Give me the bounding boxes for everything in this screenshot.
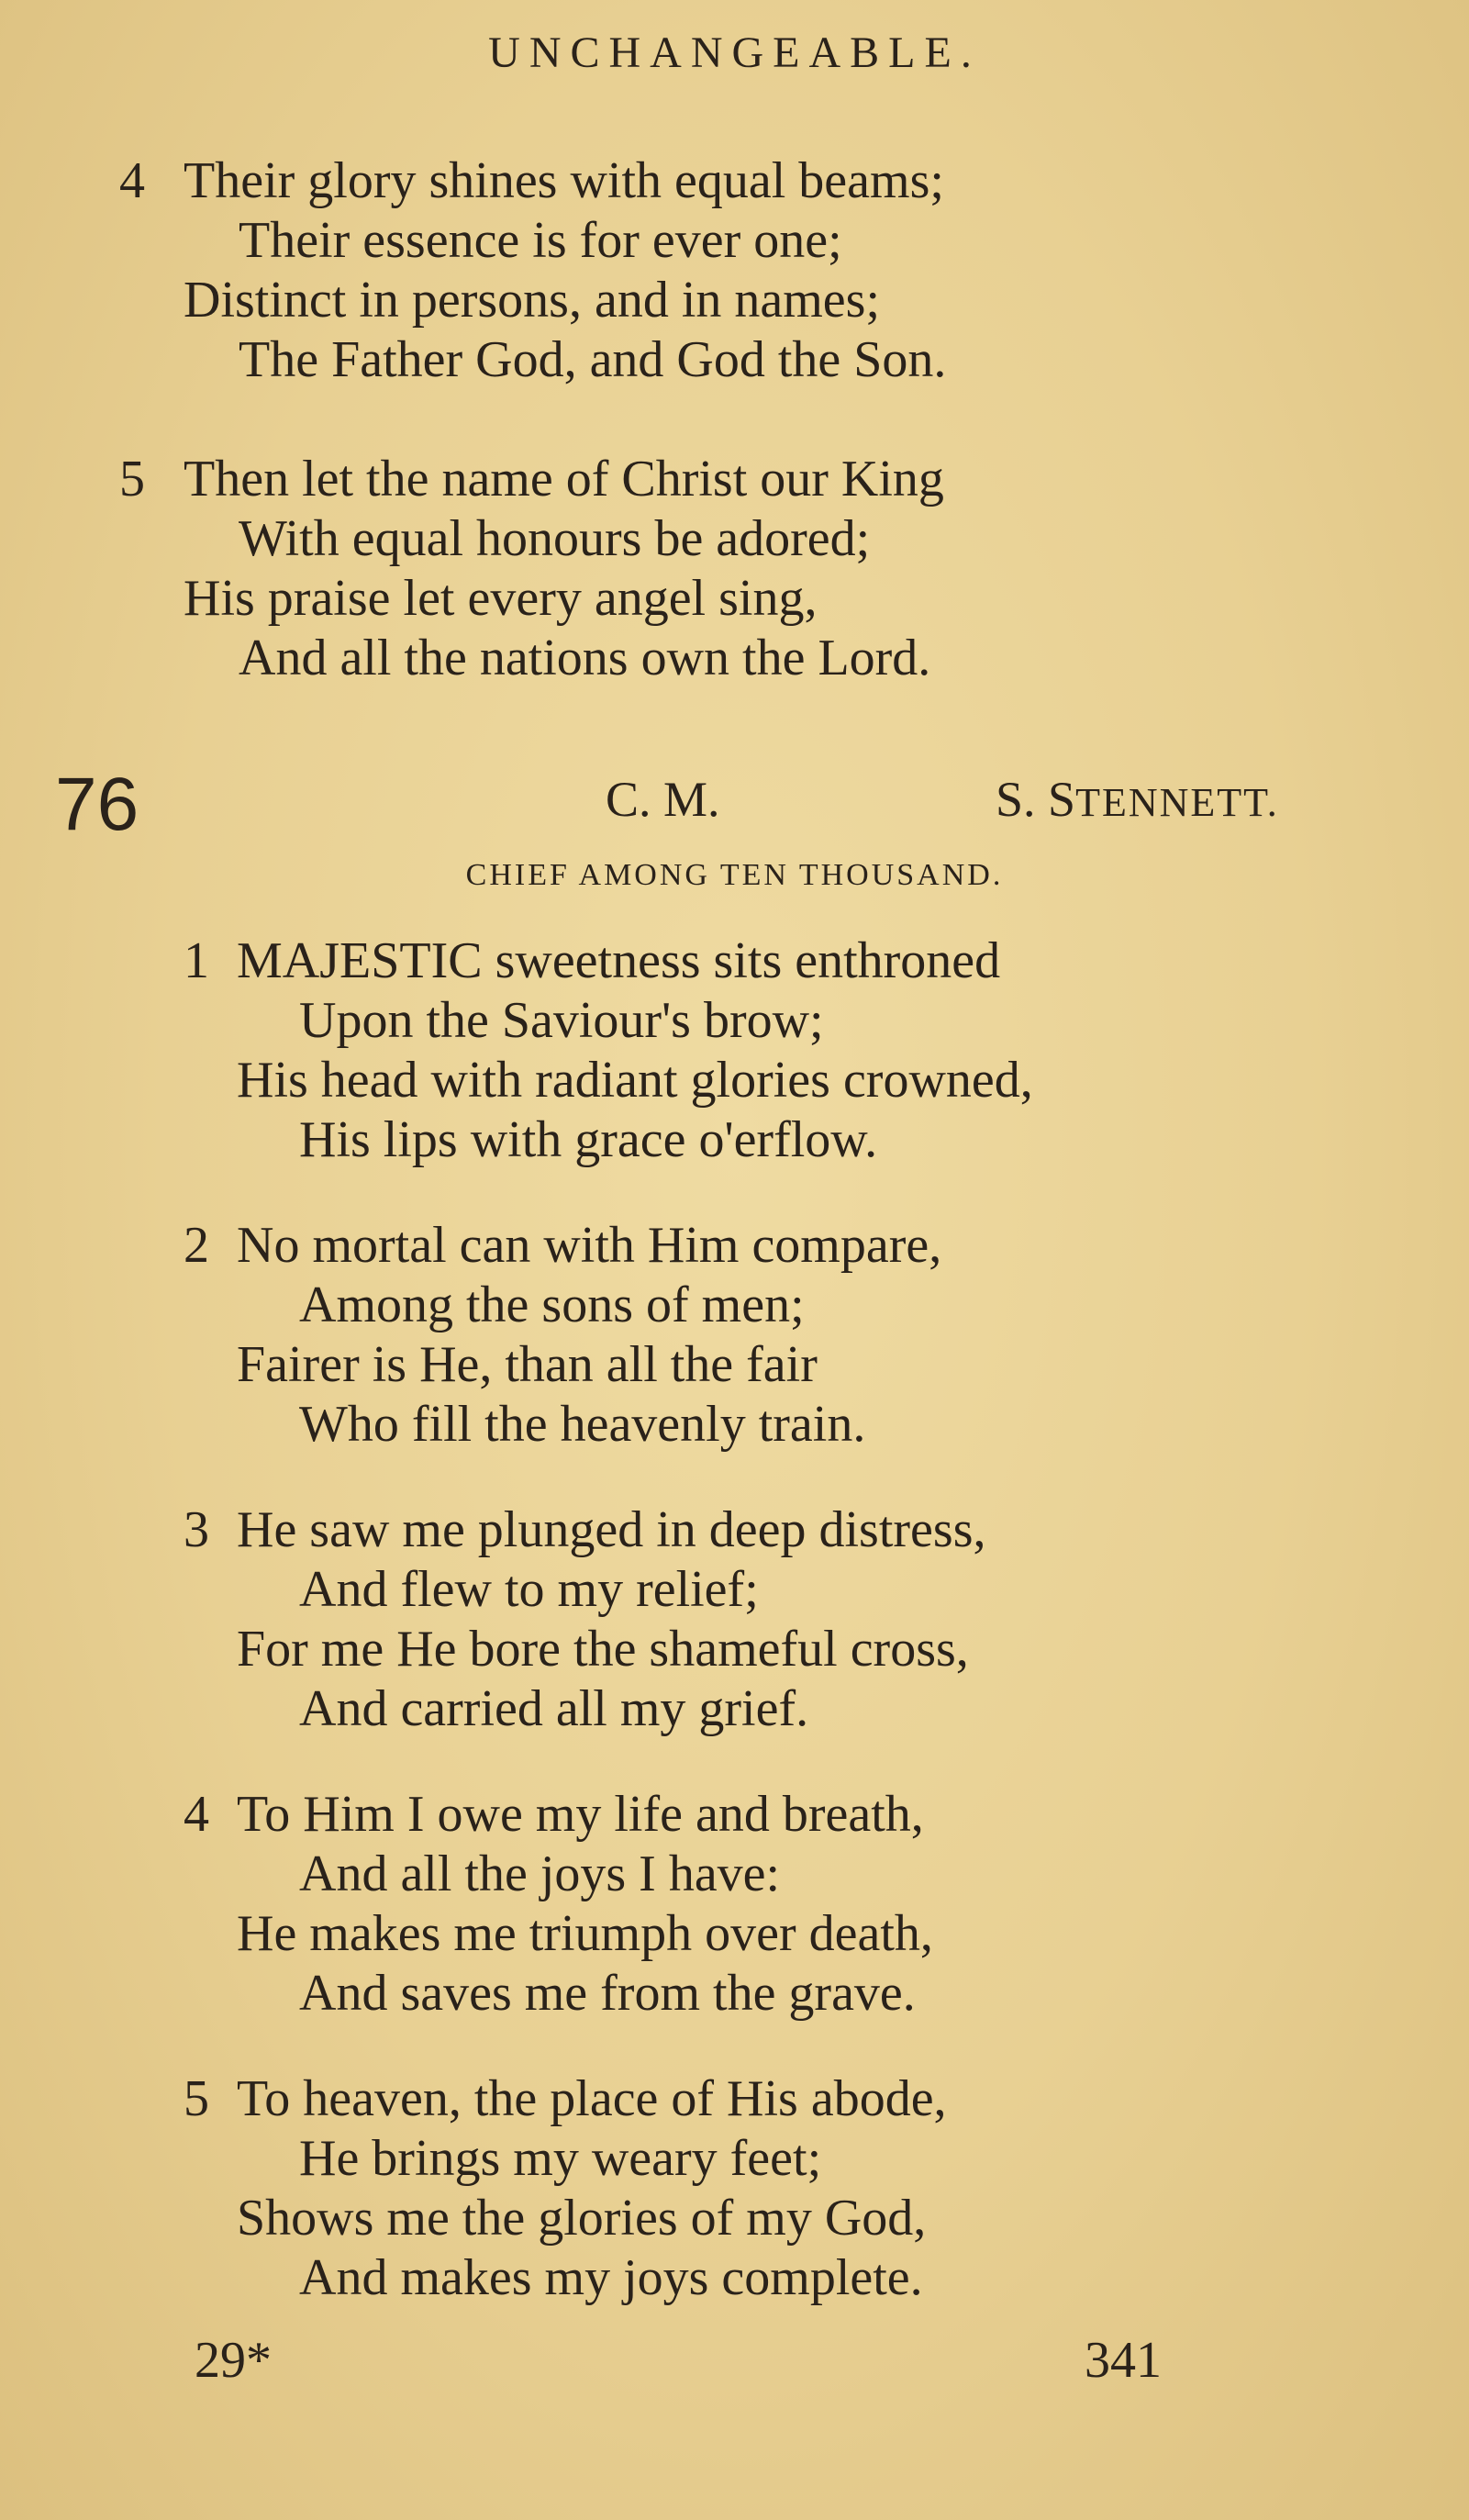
verse-line: And all the nations own the Lord. <box>239 630 931 686</box>
verse-line: With equal honours be adored; <box>239 510 871 567</box>
verse-number: 2 <box>184 1217 209 1274</box>
verse-line: Distinct in persons, and in names; <box>184 272 881 329</box>
verse-line: And saves me from the grave. <box>299 1965 916 2022</box>
verse-line: And makes my joys complete. <box>299 2249 923 2306</box>
verse-line: Among the sons of men; <box>299 1277 805 1333</box>
verse-number: 5 <box>184 2070 209 2127</box>
verse-line: To heaven, the place of His abode, <box>237 2070 947 2127</box>
hymn-subtitle: CHIEF AMONG TEN THOUSAND. <box>465 858 1004 892</box>
verse-line: Then let the name of Christ our King <box>184 451 944 507</box>
verse-number: 4 <box>119 152 145 209</box>
verse-line: He brings my weary feet; <box>299 2130 822 2187</box>
author-surname: TENNETT. <box>1075 780 1279 825</box>
verse-line: For me He bore the shameful cross, <box>237 1621 969 1678</box>
verse-line: He saw me plunged in deep distress, <box>237 1501 986 1558</box>
verse-line: And all the joys I have: <box>299 1845 781 1902</box>
author-initial: S. S <box>996 772 1076 827</box>
verse-line: Upon the Saviour's brow; <box>299 992 824 1049</box>
verse-line: No mortal can with Him compare, <box>237 1217 942 1274</box>
verse-line: Who fill the heavenly train. <box>299 1396 866 1453</box>
verse-line: Fairer is He, than all the fair <box>237 1336 818 1393</box>
verse-number: 5 <box>119 451 145 507</box>
verse-line: And carried all my grief. <box>299 1680 809 1737</box>
hymn-number: 76 <box>55 763 139 846</box>
verse-line: The Father God, and God the Son. <box>239 331 947 388</box>
verse-line: His head with radiant glories crowned, <box>237 1052 1033 1109</box>
verse-line: Their essence is for ever one; <box>239 212 842 269</box>
verse-number: 1 <box>184 932 209 989</box>
signature-mark: 29* <box>195 2332 272 2389</box>
verse-line: And flew to my relief; <box>299 1561 759 1618</box>
verse-line: Shows me the glories of my God, <box>237 2190 927 2247</box>
verse-line: His lips with grace o'erflow. <box>299 1111 878 1168</box>
page-number: 341 <box>1085 2332 1162 2389</box>
verse-number: 3 <box>184 1501 209 1558</box>
hymn-meter: C. M. <box>606 772 720 827</box>
verse-line: His praise let every angel sing, <box>184 570 818 627</box>
verse-line: To Him I owe my life and breath, <box>237 1786 924 1843</box>
running-header: UNCHANGEABLE. <box>488 28 981 77</box>
verse-line: MAJESTIC sweetness sits enthroned <box>237 932 1001 989</box>
verse-line: He makes me triumph over death, <box>237 1905 933 1962</box>
hymn-author <box>996 771 1279 828</box>
verse-line: Their glory shines with equal beams; <box>184 152 944 209</box>
verse-number: 4 <box>184 1786 209 1843</box>
